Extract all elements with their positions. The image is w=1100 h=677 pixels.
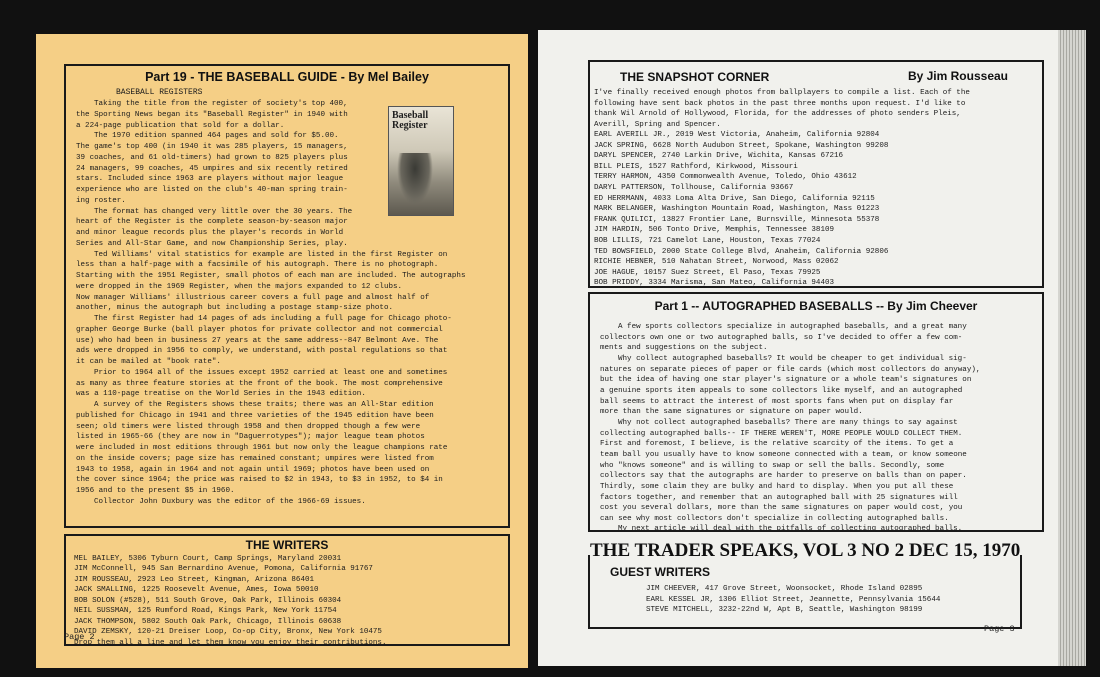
article-line: but the idea of having one star player's signature or a whole team's signatures on: [600, 376, 972, 385]
player-address: BOB PRIDDY, 3334 Marisma, San Mateo, California 94403: [594, 279, 835, 288]
article-line: the Sporting News began its "Baseball Register" in 1940 with: [76, 110, 348, 119]
article-line: a genuine sports item appeals to some collectors like myself, and an autographed: [600, 386, 963, 395]
player-photo: [397, 153, 433, 205]
guest-writer-entry: JIM CHEEVER, 417 Grove Street, Woonsocket, Rhode Island 02895: [646, 585, 923, 593]
article-line: Now manager Williams' illustrious career covers a full page and almost half of: [76, 293, 430, 302]
article-line: Starting with the 1951 Register, small photos of each man are included. The autographs: [76, 272, 466, 280]
player-address: JIM HARDIN, 506 Tonto Drive, Memphis, Tennessee 38109: [594, 226, 835, 235]
article-line: Series and All-Star Game, and now Championship Series, play.: [76, 239, 348, 248]
article-line: Why collect autographed baseballs? It would be cheaper to get individual sig-: [618, 354, 967, 363]
article-line: Thirdly, some claim they are bulky and hard to display. When you put all these: [600, 482, 954, 491]
article-line: collectors say that the autographs are harder to preserve on balls than on paper.: [600, 472, 967, 481]
snapshot-address-list: [594, 130, 888, 289]
article-line: cost you several dollars, more than the same signatures on paper would cost, you: [600, 504, 963, 513]
article-line: and minor league records plus the player's records in World: [76, 229, 344, 237]
writer-entry: Drop them all a line and let them know you enjoy their contributions.: [74, 638, 387, 647]
player-address: BOB LILLIS, 721 Camelot Lane, Houston, Texas 77024: [594, 236, 821, 245]
player-address: DARYL PATTERSON, Tollhouse, California 93667: [594, 183, 794, 192]
article-line: ads were dropped in 1956 to comply, we understand, with postal regulations so that: [76, 347, 448, 356]
article-line: heart of the Register is the complete season-by-season major: [76, 218, 348, 227]
player-address: TERRY HARMON, 4350 Commonwealth Avenue, Toledo, Ohio 43612: [594, 173, 857, 182]
writers-box: [64, 534, 510, 646]
page-stack-edge: [1058, 30, 1086, 666]
article-line: more than the same signatures or signature on paper would.: [600, 408, 863, 417]
writers-title: THE WRITERS: [245, 538, 329, 552]
article-line: Why not collect autographed baseballs? There are many things to say against: [618, 418, 958, 427]
autographed-baseballs-article: [588, 292, 1044, 532]
page-number-left: Page 2: [64, 632, 95, 642]
article-line: on the inside covers; page size has remained constant; umpires were listed from: [76, 454, 434, 463]
guest-writers-box: [588, 555, 1022, 629]
page-number-right: Page 3: [984, 624, 1015, 634]
intro-line: I've finally received enough photos from ballplayers to compile a list. Each of the: [594, 89, 970, 97]
article-line: ments and suggestions on the subject.: [600, 344, 768, 353]
player-address: BILL PLEIS, 1527 Rathford, Kirkwood, Missouri: [594, 162, 798, 171]
article-line: were included in most editions through 1961 but now only the league champions rate: [76, 444, 448, 452]
writer-entry: DAVID ZEMSKY, 120-21 Dreiser Loop, Co-op City, Bronx, New York 10475: [74, 628, 382, 637]
article-line: ball seems to attract the interest of most sports fans when put on display far: [600, 397, 954, 406]
article-line: A few sports collectors specialize in autographed baseballs, and a great many: [618, 323, 967, 331]
article-line: factors together, and remember that an autographed ball with 25 signatures will: [600, 493, 958, 502]
player-address: EARL AVERILL JR., 2019 West Victoria, Anaheim, California 92804: [594, 131, 880, 139]
article-line: 24 managers, 99 coaches, 45 umpires and six recently retired: [76, 164, 348, 173]
player-address: MARK BELANGER, Washington Mountain Road, Washington, Mass 01223: [594, 205, 880, 214]
guest-writers-title: GUEST WRITERS: [610, 565, 711, 579]
article-line: was a 110-page treatise on the World Series in the 1943 edition.: [76, 390, 366, 399]
writer-entry: JIM ROUSSEAU, 2923 Leo Street, Kingman, Arizona 86401: [74, 575, 315, 584]
article-line: another, minus the autograph but including a postage stamp-size photo.: [76, 304, 394, 313]
guest-writers-list: [646, 584, 940, 616]
article-line: Collector John Duxbury was the editor of the 1966-69 issues.: [94, 497, 366, 506]
article-line: team ball you usually have to know someone connected with a team, or know someone: [600, 450, 967, 459]
writer-entry: JIM McConnell, 945 San Bernardino Avenue, Pomona, California 91767: [74, 565, 373, 574]
cover-title: Baseball Register: [392, 110, 429, 131]
article-line: The first Register had 14 pages of ads including a full page for Chicago photo-: [94, 315, 452, 323]
article-line: stars. Included since 1963 are players without major league: [76, 175, 344, 184]
player-address: DARYL SPENCER, 2740 Larkin Drive, Wichita, Kansas 67216: [594, 152, 844, 161]
article-line: a 224-page publication that sold for a dollar.: [76, 121, 285, 130]
article-line: published for Chicago in 1941 and three varieties of the 1945 edition have been: [76, 411, 434, 420]
article-line: listed in 1965-66 (they are now in "Daguerrotypes"); major league team photos: [76, 433, 425, 442]
player-address: TED BOWSFIELD, 2000 State College Blvd, Anaheim, California 92806: [594, 247, 889, 256]
article-line: who "knows someone" and is willing to swap or sell the balls. Secondly, some: [600, 461, 945, 470]
intro-line: following have sent back photos in the past three months upon request. I'd like to: [594, 99, 966, 108]
snapshot-title: THE SNAPSHOT CORNER: [620, 70, 770, 84]
autographed-title: Part 1 -- AUTOGRAPHED BASEBALLS -- By Jim Cheever: [654, 299, 978, 313]
article-line: experience who are listed on the club's 40-man spring train-: [76, 186, 348, 194]
article-subtitle: BASEBALL REGISTERS: [116, 88, 203, 97]
player-address: JACK SPRING, 6628 North Audubon Street, Spokane, Washington 99208: [594, 141, 889, 150]
article-line: Taking the title from the register of society's top 400,: [94, 100, 348, 108]
writer-entry: BOB SOLON (#528), 511 South Grove, Oak Park, Illinois 60304: [74, 596, 342, 605]
baseball-guide-article: [64, 64, 510, 528]
article-title: Part 19 - THE BASEBALL GUIDE - By Mel Bailey: [145, 70, 429, 84]
article-line: My next article will deal with the pitfalls of collecting autographed balls.: [618, 525, 963, 534]
article-line: 1956 and to the present $5 in 1960.: [76, 487, 235, 495]
article-line: were dropped in the 1969 Register, when the majors expanded to 12 clubs.: [76, 282, 403, 291]
player-address: JOE HAGUE, 10157 Suez Street, El Paso, Texas 79925: [594, 268, 821, 277]
article-line: as many as three feature stories at the front of the book. The most comprehensive: [76, 379, 443, 388]
guest-writer-entry: STEVE MITCHELL, 3232-22nd W, Apt B, Seattle, Washington 98199: [646, 606, 923, 614]
writer-entry: JACK SMALLING, 1225 Roosevelt Avenue, Ames, Iowa 50010: [74, 586, 319, 595]
article-line: less than a half-page with a facsimile of his autograph. There is no photograph.: [76, 261, 439, 270]
snapshot-author: By Jim Rousseau: [907, 69, 1008, 83]
article-line: The 1970 edition spanned 464 pages and sold for $5.00.: [94, 132, 339, 141]
article-line: The game's top 400 (in 1940 it was 285 players, 15 managers,: [76, 143, 348, 151]
intro-line: Averill, Spring and Spencer.: [594, 120, 721, 129]
newsletter-masthead: THE TRADER SPEAKS, VOL 3 NO 2 DEC 15, 1970: [590, 540, 1021, 561]
article-line: the cover since 1964; the price was raised to $2 in 1943, to $3 in 1952, to $4 in: [76, 476, 443, 485]
left-page: [36, 34, 528, 668]
article-line: seen; old timers were listed through 1958 and then dropped though a few were: [76, 422, 421, 431]
writer-entry: NEIL SUSSMAN, 125 Rumford Road, Kings Park, New York 11754: [74, 607, 337, 616]
player-address: RICHIE HEBNER, 510 Nahatan Street, Norwood, Mass 02062: [594, 258, 839, 267]
article-line: 39 coaches, and 61 old-timers) had grown to 825 players plus: [76, 153, 348, 162]
player-address: ED HERRMANN, 4033 Loma Alta Drive, San Diego, California 92115: [594, 194, 875, 203]
intro-line: thank Wil Arnold of Hollywood, Florida, for the addresses of photo senders Pleis,: [594, 110, 961, 118]
article-line: collectors own one or two autographed balls, so I've decided to offer a few com-: [600, 333, 963, 342]
player-address: FRANK QUILICI, 13827 Frontier Lane, Burnsville, Minnesota 55378: [594, 215, 880, 224]
writers-list: [74, 554, 387, 648]
writer-entry: MEL BAILEY, 5306 Tyburn Court, Camp Springs, Maryland 20031: [74, 555, 342, 563]
article-line: natures on separate pieces of paper or file cards (which most collectors do anyway),: [600, 365, 981, 374]
snapshot-corner-article: [588, 60, 1044, 288]
autographed-body: [600, 322, 1040, 535]
article-line: The format has changed very little over the 30 years. The: [94, 207, 353, 216]
article-line: collecting autographed balls-- IF THERE WEREN'T, MORE PEOPLE WOULD COLLECT THEM.: [600, 429, 963, 438]
article-line: Prior to 1964 all of the issues except 1952 carried at least one and sometimes: [94, 368, 448, 377]
article-line: can see why most collectors don't specialize in collecting autographed balls.: [600, 514, 949, 523]
article-line: A survey of the Registers shows these traits; there was an All-Star edition: [94, 401, 434, 409]
article-line: it can be mailed at "book rate".: [76, 358, 221, 366]
baseball-register-cover-image: [388, 106, 454, 216]
article-line: 1943 to 1958, again in 1964 and not again until 1969; photos have been used on: [76, 465, 430, 474]
snapshot-intro: [594, 88, 1044, 130]
article-line: grapher George Burke (ball player photos for private collector and not commercial: [76, 325, 443, 334]
article-line: use) who had been in business 27 years at the same address--847 Belmont Ave. The: [76, 336, 439, 345]
article-line: ing roster.: [76, 196, 126, 205]
writer-entry: JACK THOMPSON, 5802 South Oak Park, Chicago, Illinois 60638: [74, 617, 342, 626]
right-page: [538, 30, 1058, 666]
guest-writer-entry: EARL KESSEL JR, 1306 Elliot Street, Jeannette, Pennsylvania 15644: [646, 595, 941, 604]
article-line: First and foremost, I believe, is the relative scarcity of the items. To get a: [600, 440, 954, 449]
article-line: Ted Williams' vital statistics for example are listed in the first Register on: [94, 250, 448, 259]
